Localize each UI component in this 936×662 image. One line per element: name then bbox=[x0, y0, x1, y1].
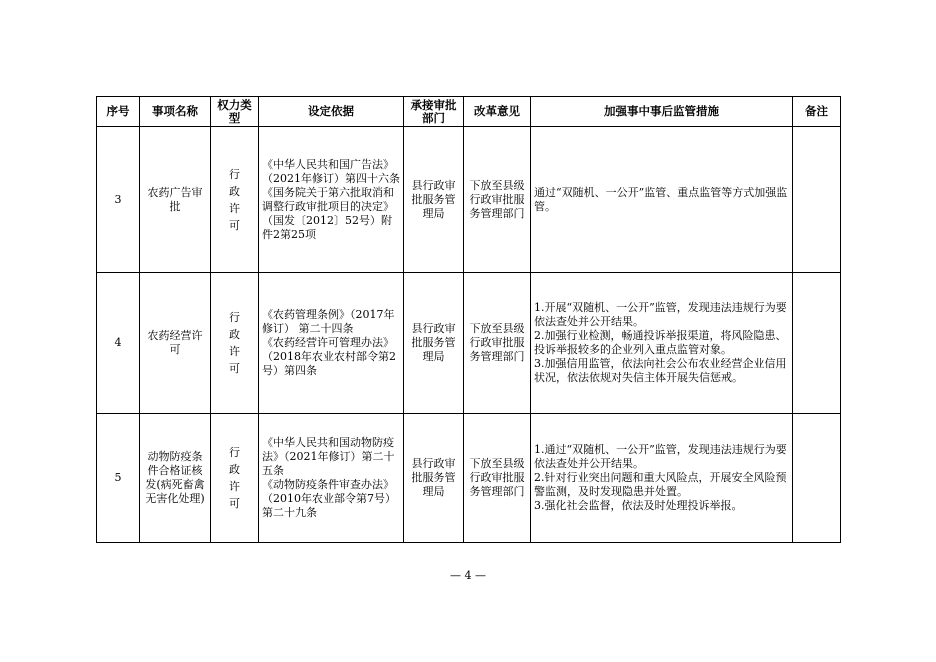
cell-type: 行政许可 bbox=[211, 414, 259, 543]
measure-line: 2.加强行业检测，畅通投诉举报渠道，将风险隐患、投诉举报较多的企业列入重点监管对象。 bbox=[534, 329, 787, 356]
measure-line: 1.通过“双随机、一公开”监管，发现违法违规行为要依法查处并公开结果。 bbox=[534, 443, 787, 470]
measure-line: 1.开展“双随机、一公开”监管，发现违法违规行为要依法查处并公开结果。 bbox=[534, 301, 787, 328]
cell-reform: 下放至县级行政审批服务管理部门 bbox=[464, 414, 531, 543]
cell-remark bbox=[793, 273, 841, 414]
cell-reform: 下放至县级行政审批服务管理部门 bbox=[464, 273, 531, 414]
cell-basis bbox=[259, 414, 404, 543]
cell-type: 行政许可 bbox=[211, 127, 259, 273]
basis-line: 《农药经营许可管理办法》（2018年农业农村部令第2号）第四条 bbox=[262, 336, 396, 377]
basis-line: 《中华人民共和国广告法》（2021年修订）第四十六条 bbox=[262, 157, 400, 185]
page-number: — 4 — bbox=[450, 569, 486, 582]
measure-line: 3.加强信用监管，依法向社会公布农业经营企业信用状况，依法依规对失信主体开展失信惩戒。 bbox=[534, 357, 787, 384]
header-seq: 序号 bbox=[97, 97, 140, 127]
cell-seq: 3 bbox=[97, 127, 140, 273]
cell-name: 动物防疫条件合格证核发(病死畜禽无害化处理) bbox=[140, 414, 211, 543]
cell-seq: 4 bbox=[97, 273, 140, 414]
table-row bbox=[97, 414, 841, 543]
table-row bbox=[97, 273, 841, 414]
cell-dept: 县行政审批服务管理局 bbox=[404, 414, 464, 543]
approval-items-table bbox=[96, 96, 841, 543]
table-header-row bbox=[97, 97, 841, 127]
cell-measures bbox=[531, 414, 793, 543]
basis-line: 《国务院关于第六批取消和调整行政审批项目的决定》（国发〔2012〕52号）附件2第25项 bbox=[262, 185, 394, 241]
table-row bbox=[97, 127, 841, 273]
header-measures: 加强事中事后监管措施 bbox=[531, 97, 793, 127]
cell-measures bbox=[531, 273, 793, 414]
cell-dept: 县行政审批服务管理局 bbox=[404, 127, 464, 273]
measure-line: 通过“双随机、一公开”监管、重点监管等方式加强监管。 bbox=[534, 185, 788, 213]
cell-name: 农药经营许可 bbox=[140, 273, 211, 414]
measure-line: 2.针对行业突出问题和重大风险点，开展安全风险预警监测，及时发现隐患并处置。 bbox=[534, 471, 787, 498]
cell-seq: 5 bbox=[97, 414, 140, 543]
cell-basis bbox=[259, 273, 404, 414]
cell-name: 农药广告审批 bbox=[140, 127, 211, 273]
cell-remark bbox=[793, 127, 841, 273]
basis-line: 《动物防疫条件审查办法》（2010年农业部令第7号） 第二十九条 bbox=[262, 478, 396, 519]
basis-line: 《中华人民共和国动物防疫法》（2021年修订）第二十五条 bbox=[262, 436, 395, 477]
header-name: 事项名称 bbox=[140, 97, 211, 127]
cell-dept: 县行政审批服务管理局 bbox=[404, 273, 464, 414]
header-type: 权力类型 bbox=[211, 97, 259, 127]
cell-reform: 下放至县级行政审批服务管理部门 bbox=[464, 127, 531, 273]
cell-measures bbox=[531, 127, 793, 273]
basis-line: 《农药管理条例》（2017年修订） 第二十四条 bbox=[262, 308, 395, 335]
header-remark: 备注 bbox=[793, 97, 841, 127]
measure-line: 3.强化社会监督，依法及时处理投诉举报。 bbox=[534, 499, 743, 512]
cell-type: 行政许可 bbox=[211, 273, 259, 414]
header-reform: 改革意见 bbox=[464, 97, 531, 127]
header-dept: 承接审批部门 bbox=[404, 97, 464, 127]
cell-remark bbox=[793, 414, 841, 543]
header-basis: 设定依据 bbox=[259, 97, 404, 127]
cell-basis bbox=[259, 127, 404, 273]
